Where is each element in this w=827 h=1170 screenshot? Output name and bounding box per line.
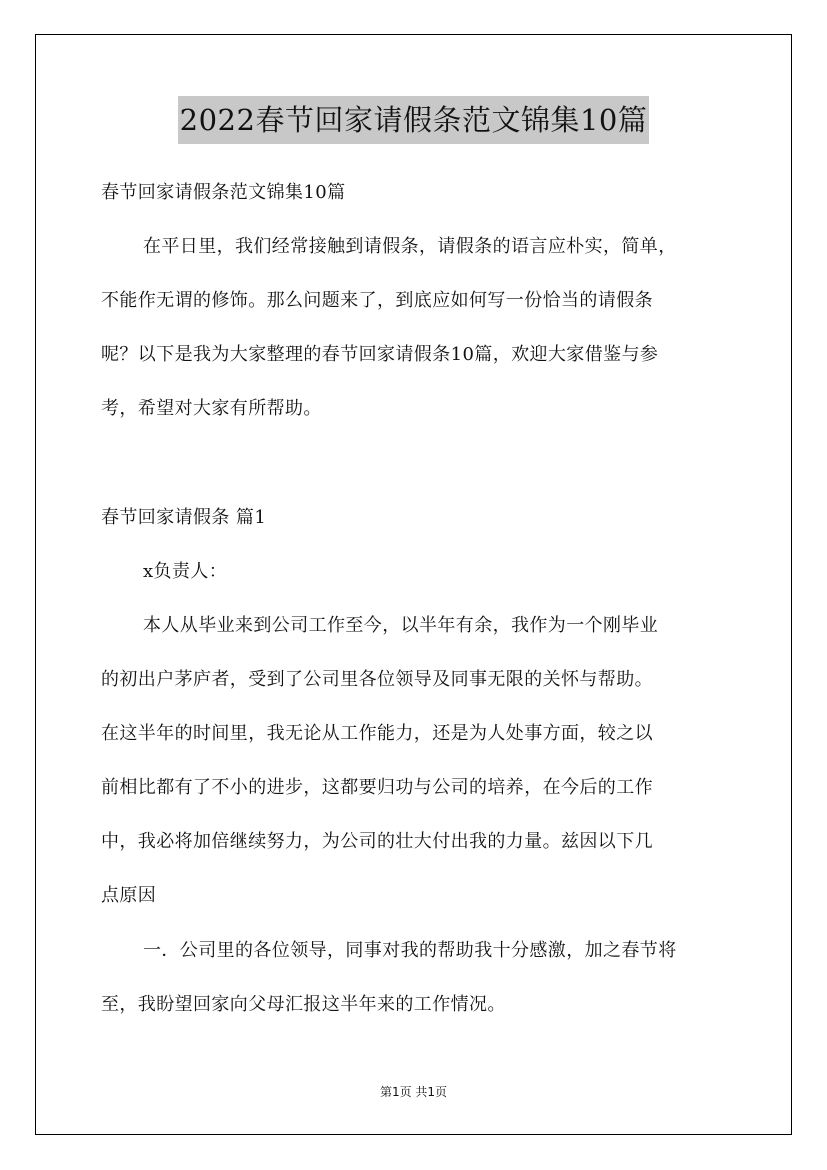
title-container [0, 96, 827, 144]
body-line: 本人从毕业来到公司工作至今，以半年有余，我作为一个刚毕业 [143, 615, 659, 636]
intro-line: 在平日里，我们经常接触到请假条，请假条的语言应朴实，简单， [143, 236, 677, 257]
salutation-text: x负责人： [143, 561, 228, 582]
document-title: 2022春节回家请假条范文锦集10篇 [178, 96, 650, 144]
body-line: 点原因 [101, 885, 157, 906]
intro-line: 考，希望对大家有所帮助。 [101, 398, 322, 419]
salutation [101, 545, 741, 599]
body-paragraph [101, 599, 741, 923]
intro-line: 不能作无谓的修饰。那么问题来了，到底应如何写一份恰当的请假条 [101, 290, 653, 311]
section-heading [101, 491, 741, 545]
subtitle-text: 春节回家请假条范文锦集10篇 [101, 182, 346, 203]
body-line: 的初出户茅庐者，受到了公司里各位领导及同事无限的关怀与帮助。 [101, 669, 653, 690]
intro-paragraph [101, 220, 741, 436]
point-paragraph [101, 924, 741, 1032]
point-line: 一．公司里的各位领导，同事对我的帮助我十分感激，加之春节将 [143, 940, 677, 961]
document-subtitle [101, 166, 741, 220]
intro-line: 呢？以下是我为大家整理的春节回家请假条10篇，欢迎大家借鉴与参 [101, 344, 659, 365]
point-line: 至，我盼望回家向父母汇报这半年来的工作情况。 [101, 994, 506, 1015]
body-line: 中，我必将加倍继续努力，为公司的壮大付出我的力量。兹因以下几 [101, 831, 653, 852]
body-line: 在这半年的时间里，我无论从工作能力，还是为人处事方面，较之以 [101, 723, 653, 744]
page-footer: 第1页 共1页 [379, 1085, 448, 1099]
section-heading-text: 春节回家请假条 篇1 [101, 507, 267, 528]
body-line: 前相比都有了不小的进步，这都要归功与公司的培养，在今后的工作 [101, 777, 653, 798]
